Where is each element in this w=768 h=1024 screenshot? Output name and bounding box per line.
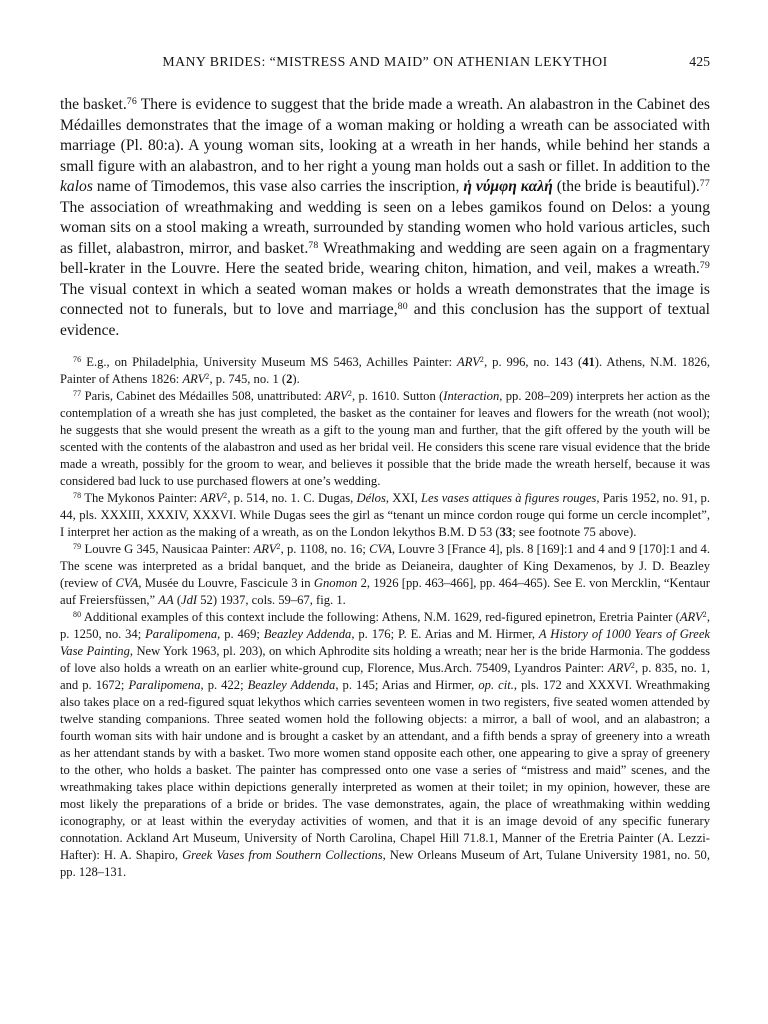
running-head [60,54,710,72]
footnote-78: $^{78}$ The Mykonos Painter: ARV$^2$, p. 514, no. 1. C. Dugas, Délos, XXI, Les vases attiques à figures rouges, Paris 1952, no. 91, p. 44, pls. XXXIII, XXXIV, XXXVI. While Dugas sees the girl as “tenant un mince cordon rouge qui forme un cercle incomplet”, I interpret her action as the making of a wreath, as on the London lekythos B.M. D 53 (33; see footnote 75 above). [60,491,710,539]
footnote-76: $^{76}$ E.g., on Philadelphia, University Museum MS 5463, Achilles Painter: ARV$^2$, p. 996, no. 143 (41). Athens, N.M. 1826, Painter of Athens 1826: ARV$^2$, p. 745, no. 1 (2). [60,355,710,386]
body-paragraph: the basket.$^{76}$ There is evidence to suggest that the bride made a wreath. An alabastron in the Cabinet des Médailles demonstrates that the image of a woman making or holding a wreath can be associated with marriage (Pl. 80:a). A young woman sits, looking at a wreath in her hands, while behind her stands a small figure with an alabastron, and to her right a young man holds out a sash or fillet. In addition to the kalos name of Timodemos, this vase also carries the inscription, ἡ νύμφη καλή (the bride is beautiful).$^{77}$ The association of wreathmaking and wedding is seen on a lebes gamikos found on Delos: a young woman sits on a stool making a wreath, surrounded by standing women who hold various articles, such as fillet, alabastron, mirror, and basket.$^{78}$ Wreathmaking and wedding are seen again on a fragmentary bell-krater in the Louvre. Here the seated bride, wearing chiton, himation, and veil, makes a wreath.$^{79}$ The visual context in which a seated woman makes or holds a wreath demonstrates that the image is connected not to funerals, but to love and marriage,$^{80}$ and this conclusion has the support of textual evidence. [60,96,711,339]
page-number: 425 [689,54,710,69]
footnotes-section [60,354,710,881]
footnote-79: $^{79}$ Louvre G 345, Nausicaa Painter: ARV$^2$, p. 1108, no. 16; CVA, Louvre 3 [France 4], pls. 8 [169]:1 and 4 and 9 [170]:1 and 4. The scene was interpreted as a bridal banquet, and the bride as Deianeira, daughter of King Dexamenos, by J. D. Beazley (review of CVA, Musée du Louvre, Fascicule 3 in Gnomon 2, 1926 [pp. 463–466], pp. 464–465). See E. von Mercklin, “Kentaur auf Freiersfüssen,” AA (JdI 52) 1937, cols. 59–67, fig. 1. [60,542,710,607]
footnote-80: $^{80}$ Additional examples of this context include the following: Athens, N.M. 1629, red-figured epinetron, Eretria Painter (ARV$^2$, p. 1250, no. 34; Paralipomena, p. 469; Beazley Addenda, p. 176; P. E. Arias and M. Hirmer, A History of 1000 Years of Greek Vase Painting, New York 1963, pl. 203), on which Aphrodite sits holding a wreath; near her is the bride Harmonia. The goddess of love also holds a wreath on an earlier white-ground cup, Florence, Mus.Arch. 75409, Lyandros Painter: ARV$^2$, p. 835, no. 1, and p. 1672; Paralipomena, p. 422; Beazley Addenda, p. 145; Arias and Hirmer, op. cit., pls. 172 and XXXVI. Wreathmaking also takes place on a red-figured squat lekythos which carries seventeen women in two registers, five seated women attended by twelve standing companions. Three seated women hold the following objects: a mirror, a ball of wool, and an alabastron; a fourth woman sits with hair undone and is brought a casket by an attendant, and a fifth bends a spray of greenery into a wreath as her attendant stands by with a basket. Two more women stand opposite each other, one appearing to give a spray of greenery to the other, who holds a basket. The painter has compressed onto one vase a series of “mistress and maid” scenes, and the wreathmaking takes place within depictions generally interpreted as women at their toilet; in my opinion, however, these are most likely the preparations of a bride or brides. The vase demonstrates, again, the place of wreathmaking within wedding iconography, or at least within the everyday activities of women, and that it is an image devoid of any specific funerary connotation. Ackland Art Museum, University of North Carolina, Chapel Hill 71.8.1, Manner of the Eretria Painter (A. Lezzi-Hafter): H. A. Shapiro, Greek Vases from Southern Collections, New Orleans Museum of Art, Tulane University 1981, no. 50, pp. 128–131. [60,610,711,879]
running-title: MANY BRIDES: “MISTRESS AND MAID” ON ATHENIAN LEKYTHOI [162,54,608,69]
footnote-77: $^{77}$ Paris, Cabinet des Médailles 508, unattributed: ARV$^2$, p. 1610. Sutton (Interaction, pp. 208–209) interprets her action as the contemplation of a wreath she has just completed, the basket as the container for leaves and flowers for the wreath (not wool); he suggests that she would present the wreath as a gift to the young man and further, that the gift offered by the youth will be scented with the contents of the alabastron and used as her bridal veil. He considers this scene rare visual evidence that the bride made a wreath, possibly for the groom to wear, and believes it possible that the bride made the wreath herself, because it was considered bad luck to use purchased flowers at one’s wedding. [60,389,710,488]
main-text [60,95,710,341]
